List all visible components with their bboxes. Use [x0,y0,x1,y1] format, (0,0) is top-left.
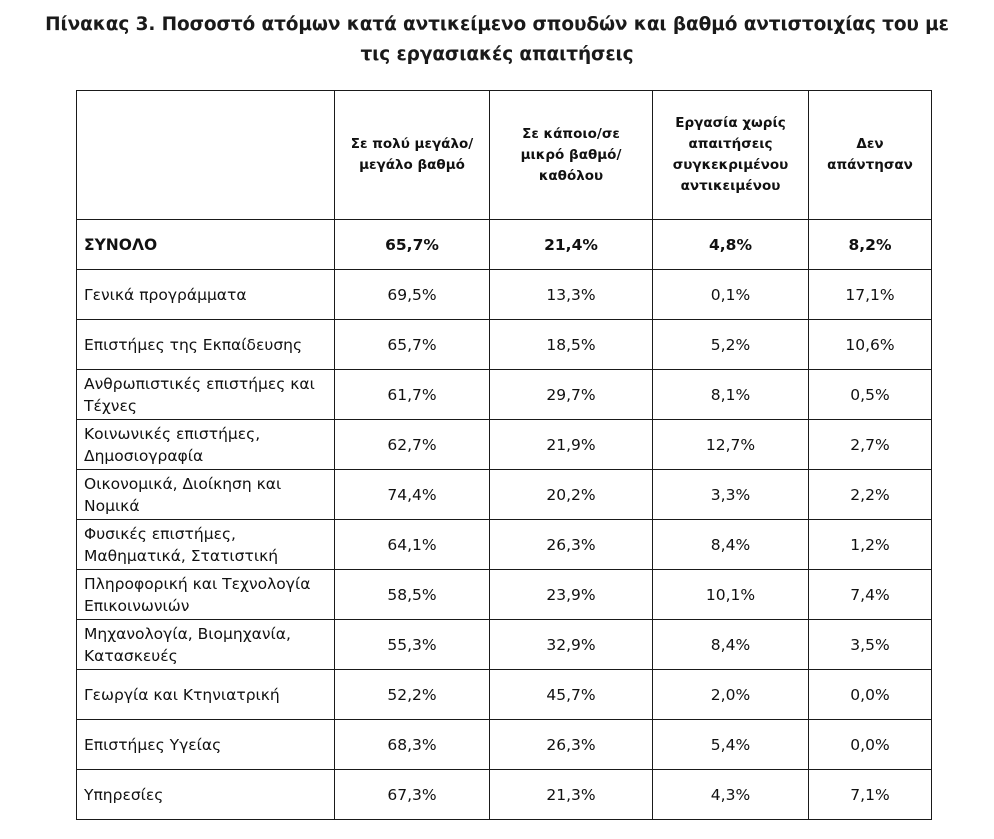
header-row [77,91,932,220]
value-cell: 17,1% [809,270,932,320]
value-cell: 0,0% [809,670,932,720]
table-row [77,370,932,420]
value-cell: 69,5% [335,270,490,320]
value-cell: 8,4% [653,620,809,670]
value-cell: 29,7% [490,370,653,420]
value-cell: 55,3% [335,620,490,670]
value-cell: 18,5% [490,320,653,370]
value-cell: 26,3% [490,720,653,770]
value-cell: 61,7% [335,370,490,420]
value-cell: 21,9% [490,420,653,470]
value-cell: 8,2% [809,220,932,270]
value-cell: 2,0% [653,670,809,720]
row-label: Επιστήμες Υγείας [77,720,335,770]
value-cell: 2,7% [809,420,932,470]
table-row [77,720,932,770]
table-row [77,620,932,670]
table-row [77,320,932,370]
table-row [77,470,932,520]
value-cell: 65,7% [335,220,490,270]
table-row [77,570,932,620]
value-cell: 3,3% [653,470,809,520]
value-cell: 67,3% [335,770,490,820]
value-cell: 74,4% [335,470,490,520]
value-cell: 58,5% [335,570,490,620]
table-row [77,520,932,570]
value-cell: 0,0% [809,720,932,770]
row-label: Γεωργία και Κτηνιατρική [77,670,335,720]
value-cell: 5,4% [653,720,809,770]
table-row [77,270,932,320]
row-label: ΣΥΝΟΛΟ [77,220,335,270]
value-cell: 12,7% [653,420,809,470]
table-title-line-2: τις εργασιακές απαιτήσεις [360,44,634,65]
value-cell: 8,4% [653,520,809,570]
row-label: Κοινωνικές επιστήμες, Δημοσιογραφία [77,420,335,470]
value-cell: 4,3% [653,770,809,820]
table-row [77,420,932,470]
value-cell: 64,1% [335,520,490,570]
header-cell-low-degree: Σε κάποιο/σε μικρό βαθμό/καθόλου [490,91,653,220]
value-cell: 10,6% [809,320,932,370]
value-cell: 3,5% [809,620,932,670]
value-cell: 45,7% [490,670,653,720]
value-cell: 5,2% [653,320,809,370]
value-cell: 7,1% [809,770,932,820]
value-cell: 7,4% [809,570,932,620]
value-cell: 0,5% [809,370,932,420]
header-cell-high-degree: Σε πολύ μεγάλο/μεγάλο βαθμό [335,91,490,220]
table-row [77,670,932,720]
value-cell: 0,1% [653,270,809,320]
value-cell: 65,7% [335,320,490,370]
value-cell: 10,1% [653,570,809,620]
header-cell-no-answer: Δεν απάντησαν [809,91,932,220]
value-cell: 2,2% [809,470,932,520]
value-cell: 23,9% [490,570,653,620]
value-cell: 8,1% [653,370,809,420]
value-cell: 4,8% [653,220,809,270]
row-label: Οικονομικά, Διοίκηση και Νομικά [77,470,335,520]
fields-of-study-table [76,90,932,820]
row-label: Ανθρωπιστικές επιστήμες και Τέχνες [77,370,335,420]
value-cell: 21,4% [490,220,653,270]
value-cell: 13,3% [490,270,653,320]
total-row [77,220,932,270]
value-cell: 26,3% [490,520,653,570]
table-row [77,770,932,820]
table-title-line-1: Πίνακας 3. Ποσοστό ατόμων κατά αντικείμενο σπουδών και βαθμό αντιστοιχίας του με [45,14,949,35]
header-cell-corner [77,91,335,220]
row-label: Επιστήμες της Εκπαίδευσης [77,320,335,370]
value-cell: 21,3% [490,770,653,820]
row-label: Γενικά προγράμματα [77,270,335,320]
row-label: Μηχανολογία, Βιομηχανία, Κατασκευές [77,620,335,670]
value-cell: 62,7% [335,420,490,470]
value-cell: 20,2% [490,470,653,520]
row-label: Πληροφορική και Τεχνολογία Επικοινωνιών [77,570,335,620]
row-label: Υπηρεσίες [77,770,335,820]
value-cell: 52,2% [335,670,490,720]
value-cell: 68,3% [335,720,490,770]
row-label: Φυσικές επιστήμες, Μαθηματικά, Στατιστική [77,520,335,570]
value-cell: 1,2% [809,520,932,570]
header-cell-no-requirements: Εργασία χωρίς απαιτήσεις συγκεκριμένου αντικειμένου [653,91,809,220]
table-title [20,10,974,70]
value-cell: 32,9% [490,620,653,670]
